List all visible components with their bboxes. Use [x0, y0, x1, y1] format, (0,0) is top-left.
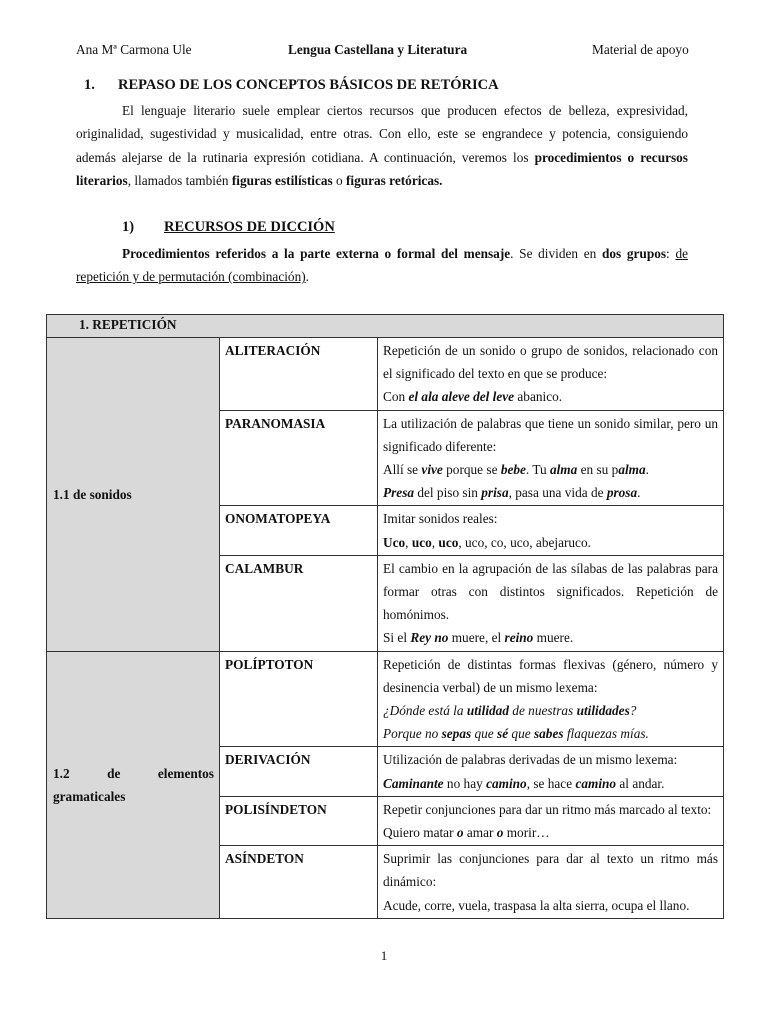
intro-bold-figuras-estilisticas: figuras estilísticas	[231, 172, 333, 188]
definition-text: Repetición de un sonido o grupo de sonidos, relacionado con el significado del texto en que se produce:	[383, 343, 719, 382]
intro-text: o	[332, 172, 346, 188]
figure-def-calambur	[378, 555, 724, 651]
group-elementos-gramaticales	[47, 651, 220, 918]
figure-name-asindeton: ASÍNDETON	[220, 846, 378, 919]
table-row	[47, 651, 724, 747]
section-heading	[84, 77, 499, 94]
diccion-text: . Se dividen en	[510, 246, 602, 261]
definition-text: Repetir conjunciones para dar un ritmo más marcado al texto:	[383, 801, 712, 817]
example-text: Presa del piso sin prisa, pasa una vida de prosa.	[383, 485, 641, 501]
intro-bold-figuras-retoricas: figuras retóricas.	[345, 172, 443, 188]
diccion-bold-definition: Procedimientos referidos a la parte externa o formal del mensaje	[122, 246, 511, 261]
figure-def-asindeton	[378, 846, 724, 919]
figure-name-poliptoton: POLÍPTOTON	[220, 651, 378, 747]
figure-def-aliteracion	[378, 338, 724, 411]
figure-name-onomatopeya: ONOMATOPEYA	[220, 506, 378, 555]
figure-def-paronomasia	[378, 410, 724, 506]
header-subject: Lengua Castellana y Literatura	[288, 42, 468, 57]
figure-name-paronomasia: PARANOMASIA	[220, 410, 378, 506]
example-text: Caminante no hay camino, se hace camino al andar.	[383, 775, 665, 791]
definition-text: El cambio en la agrupación de las sílabas de las palabras para formar otras con distintos significados. Repetición de homónimos.	[383, 560, 719, 623]
figure-def-onomatopeya	[378, 506, 724, 555]
group-label-line1: 1.2 de elementos	[53, 765, 214, 781]
group-sonidos: 1.1 de sonidos	[47, 338, 220, 652]
figure-def-polisindeton	[378, 796, 724, 845]
example-text: Allí se vive porque se bebe. Tu alma en su palma.	[383, 462, 649, 478]
figure-name-polisindeton: POLISÍNDETON	[220, 796, 378, 845]
subsection-number: 1)	[122, 219, 135, 235]
diccion-paragraph	[76, 242, 688, 289]
section-title: REPASO DE LOS CONCEPTOS BÁSICOS DE RETÓRICA	[118, 77, 499, 93]
definition-text: Repetición de distintas formas flexivas (género, número y desinencia verbal) de un mismo lexema:	[383, 656, 719, 695]
section-number: 1.	[84, 77, 95, 93]
diccion-bold-groups: dos grupos	[601, 246, 667, 261]
intro-bold-procedimientos: procedimientos o recursos literarios	[76, 149, 688, 188]
subsection-title: RECURSOS DE DICCIÓN	[164, 219, 335, 235]
diccion-underlined-groups: de repetición y de permutación (combinación)	[76, 246, 688, 285]
figure-def-derivacion	[378, 747, 724, 796]
example-text: Con el ala aleve del leve abanico.	[383, 389, 563, 405]
definition-text: Imitar sonidos reales:	[383, 511, 498, 527]
figure-name-derivacion: DERIVACIÓN	[220, 747, 378, 796]
intro-text: , llamados también	[127, 172, 232, 188]
table-header: 1. REPETICIÓN	[47, 315, 724, 338]
diccion-text: :	[666, 246, 676, 261]
example-text: Acude, corre, vuela, traspasa la alta sierra, ocupa el llano.	[383, 897, 690, 913]
definition-text: La utilización de palabras que tiene un sonido similar, pero un significado diferente:	[383, 415, 719, 454]
repetition-table	[46, 314, 724, 919]
intro-paragraph	[76, 99, 688, 192]
figure-name-aliteracion: ALITERACIÓN	[220, 338, 378, 411]
example-text: Quiero matar o amar o morir…	[383, 825, 550, 841]
intro-text: El lenguaje literario suele emplear ciertos recursos que producen efectos de belleza, expresividad, originalidad, sugestividad y musicalidad, entre otras. Con ello, este se engrandece y potencia, consiguiendo además alejarse de la rutinaria expresión cotidiana. A continuación, veremos los	[76, 103, 688, 165]
header-material: Material de apoyo	[592, 42, 689, 57]
example-text: Uco, uco, uco, uco, co, uco, abejaruco.	[383, 534, 591, 550]
page-number: 1	[380, 948, 388, 963]
diccion-text: .	[305, 269, 309, 285]
example-text: ¿Dónde está la utilidad de nuestras utilidades?	[383, 703, 637, 719]
subsection-heading	[122, 219, 335, 236]
figure-name-calambur: CALAMBUR	[220, 555, 378, 651]
example-text: Porque no sepas que sé que sabes flaquezas mías.	[383, 726, 649, 742]
figure-def-poliptoton	[378, 651, 724, 747]
example-text: Si el Rey no muere, el reino muere.	[383, 630, 574, 646]
group-label-line2: gramaticales	[53, 788, 126, 804]
table-row	[47, 338, 724, 411]
definition-text: Utilización de palabras derivadas de un mismo lexema:	[383, 752, 678, 768]
header-author: Ana Mª Carmona Ule	[76, 42, 192, 57]
definition-text: Suprimir las conjunciones para dar al texto un ritmo más dinámico:	[383, 851, 719, 890]
